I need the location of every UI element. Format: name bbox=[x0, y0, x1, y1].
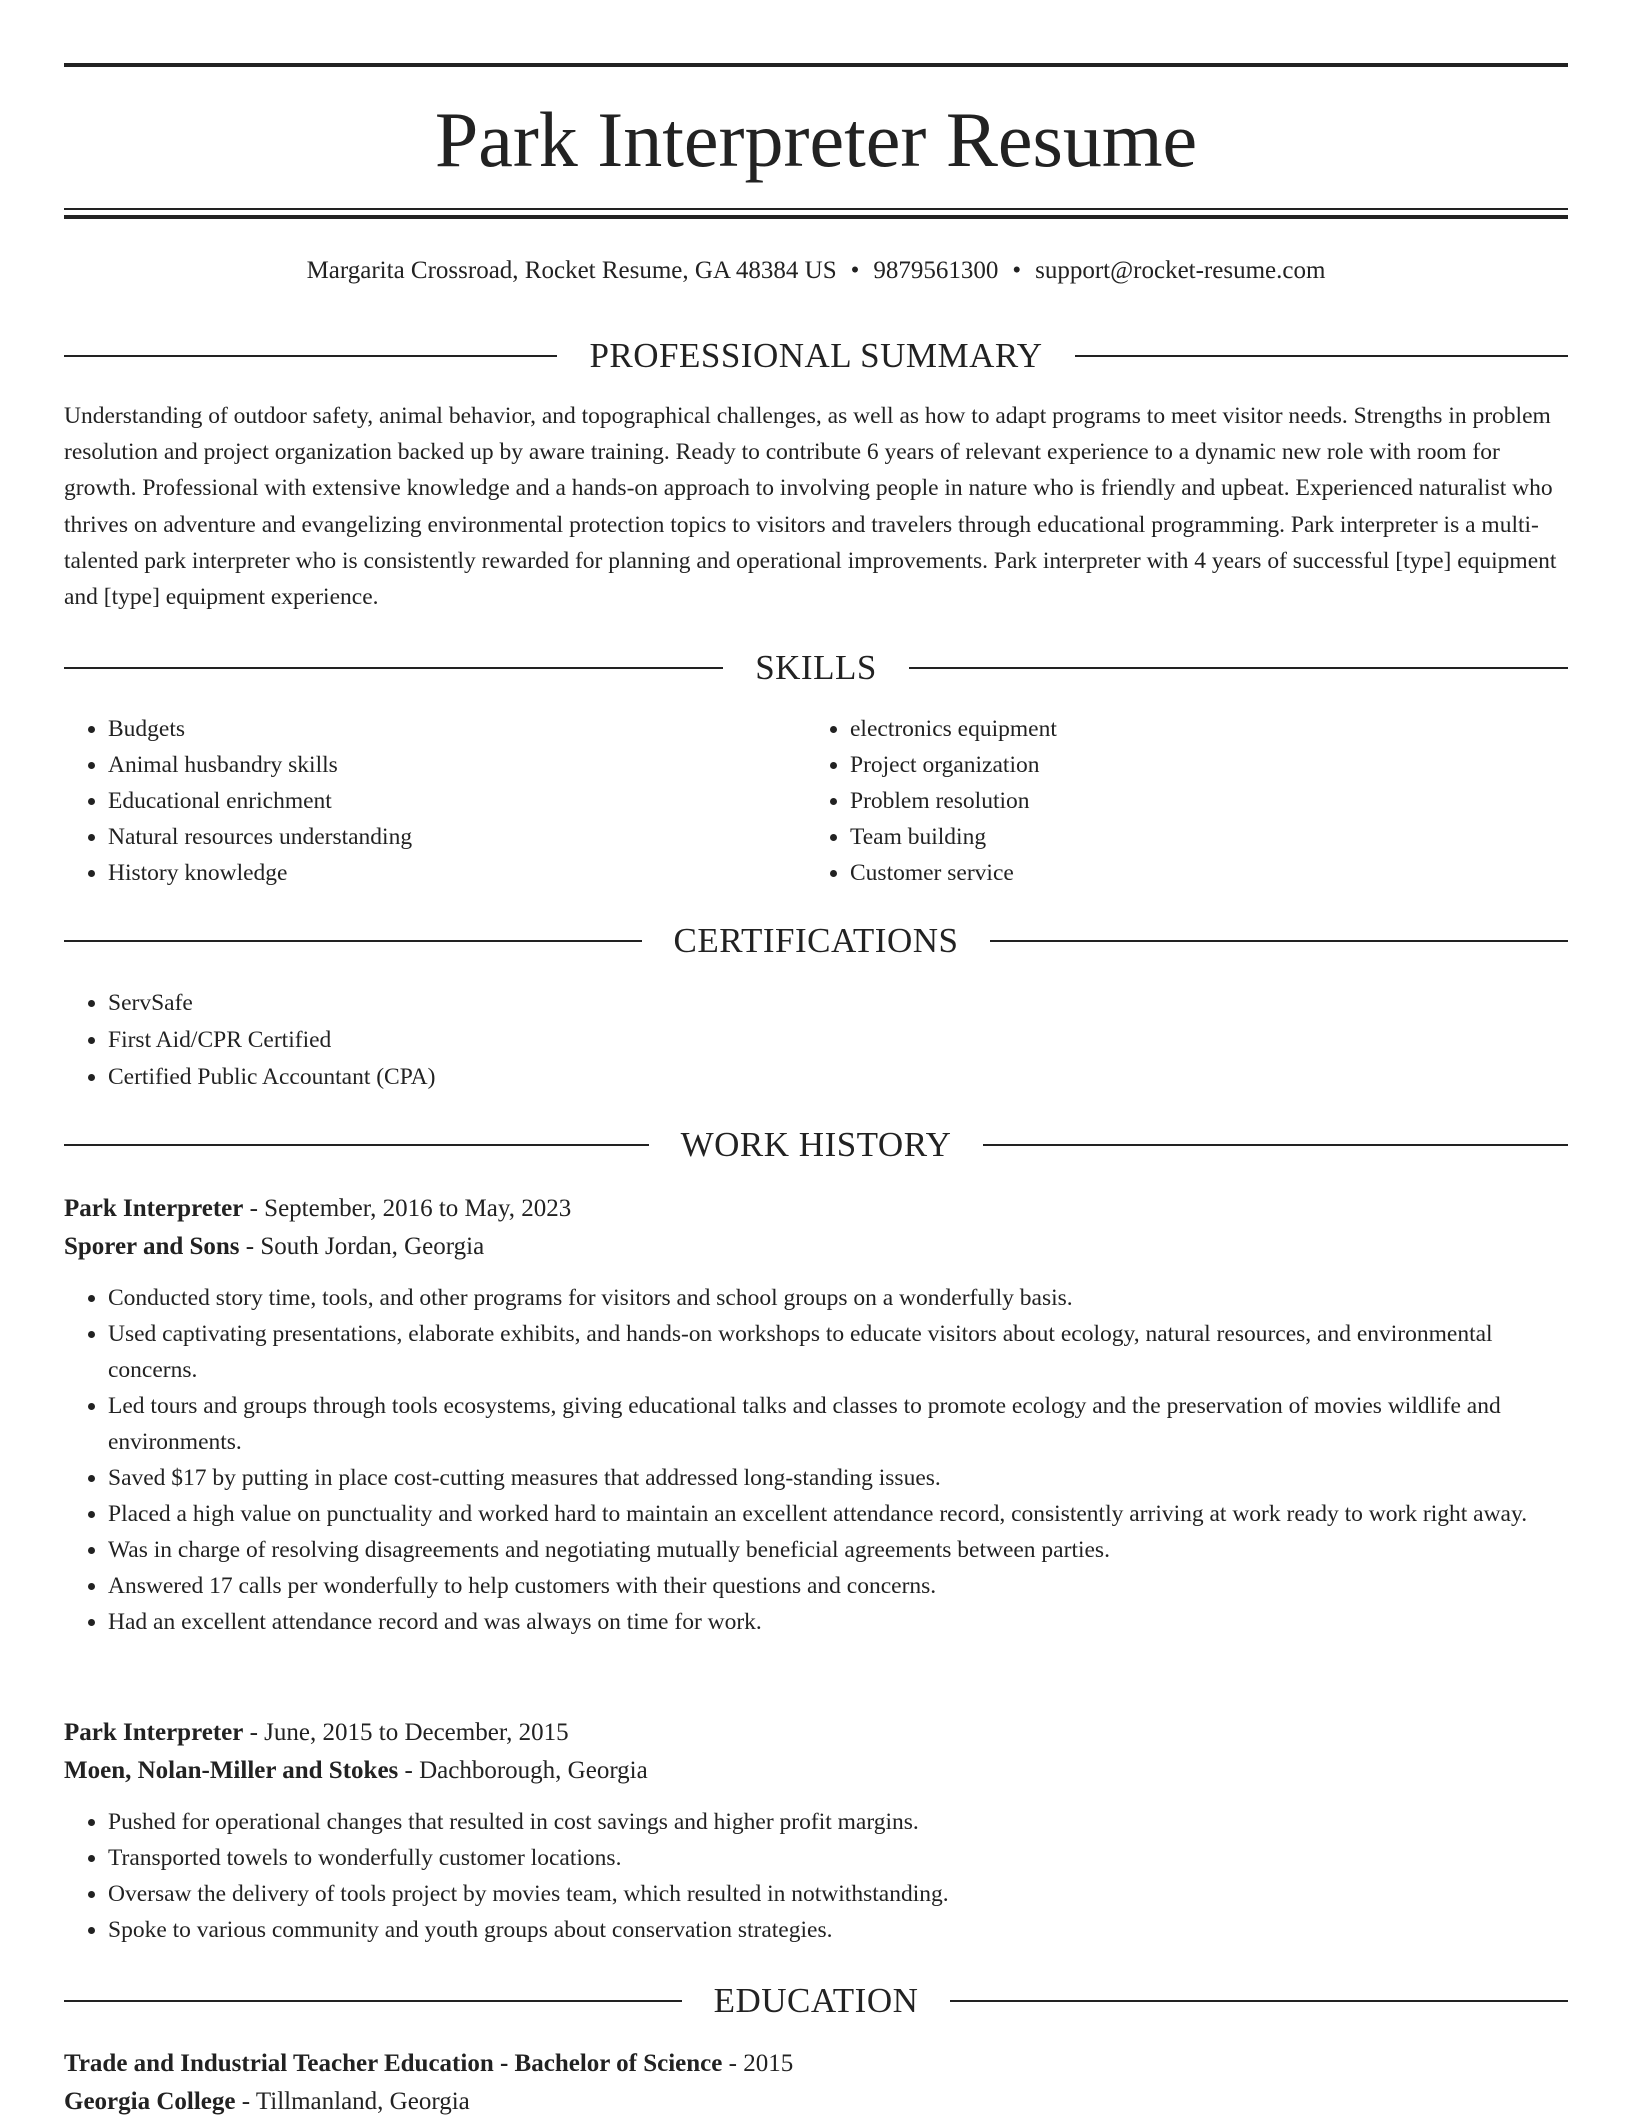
job-duty-item: • Spoke to various community and youth groups about conservation strategies. bbox=[108, 1912, 1568, 1948]
education-year: - 2015 bbox=[722, 2050, 794, 2077]
job-duty-item: • Conducted story time, tools, and other programs for visitors and school groups on a wonderfully basis. bbox=[108, 1280, 1568, 1316]
skills-list-left bbox=[64, 711, 764, 891]
contact-phone: 9879561300 bbox=[873, 257, 999, 284]
education-degree-line bbox=[64, 2045, 1568, 2083]
section-header-summary bbox=[64, 336, 1568, 376]
certification-item: • ServSafe bbox=[108, 985, 1568, 1022]
education-location: - Tillmanland, Georgia bbox=[235, 2088, 470, 2115]
skills-list-right bbox=[806, 711, 1506, 891]
job-duty-item: • Oversaw the delivery of tools project by movies team, which resulted in notwithstanding. bbox=[108, 1876, 1568, 1912]
certifications-list bbox=[64, 985, 1568, 1096]
section-title-summary: PROFESSIONAL SUMMARY bbox=[589, 336, 1043, 375]
skill-item: • Animal husbandry skills bbox=[108, 747, 764, 783]
skill-item: • Team building bbox=[850, 819, 1506, 855]
section-rule-right bbox=[990, 940, 1568, 942]
section-title-certifications: CERTIFICATIONS bbox=[673, 921, 959, 960]
section-rule-left bbox=[64, 355, 557, 357]
job-duty-item: • Transported towels to wonderfully customer locations. bbox=[108, 1840, 1568, 1876]
section-header-education bbox=[64, 1981, 1568, 2021]
skill-item: • Customer service bbox=[850, 855, 1506, 891]
section-rule-left bbox=[64, 667, 723, 669]
job-duty-item: • Had an excellent attendance record and was always on time for work. bbox=[108, 1604, 1568, 1640]
job-entry bbox=[64, 1714, 1568, 1948]
section-rule-right bbox=[950, 2000, 1568, 2002]
section-rule-left bbox=[64, 1144, 649, 1146]
skill-item: • Project organization bbox=[850, 747, 1506, 783]
contact-separator: • bbox=[850, 257, 860, 284]
certification-item: • First Aid/CPR Certified bbox=[108, 1022, 1568, 1059]
section-rule-right bbox=[1075, 355, 1568, 357]
job-location: - South Jordan, Georgia bbox=[239, 1233, 485, 1260]
skill-item: • Budgets bbox=[108, 711, 764, 747]
skill-item: • Educational enrichment bbox=[108, 783, 764, 819]
section-rule-right bbox=[909, 667, 1568, 669]
education-school: Georgia College bbox=[64, 2088, 236, 2115]
section-header-skills bbox=[64, 648, 1568, 688]
job-duty-item: • Placed a high value on punctuality and worked hard to maintain an excellent attendance record, consistently arriving at work ready to work right away. bbox=[108, 1496, 1568, 1532]
job-company: Sporer and Sons bbox=[64, 1233, 240, 1260]
job-duties bbox=[64, 1804, 1568, 1948]
job-company: Moen, Nolan-Miller and Stokes bbox=[64, 1757, 399, 1784]
job-duty-item: • Used captivating presentations, elaborate exhibits, and hands-on workshops to educate visitors about ecology, natural resources, and environmental concerns. bbox=[108, 1316, 1568, 1388]
top-rule bbox=[64, 63, 1568, 67]
contact-address: Margarita Crossroad, Rocket Resume, GA 48384 US bbox=[306, 257, 837, 284]
contact-email: support@rocket-resume.com bbox=[1035, 257, 1326, 284]
certification-item: • Certified Public Accountant (CPA) bbox=[108, 1059, 1568, 1096]
job-duty-item: • Pushed for operational changes that resulted in cost savings and higher profit margins. bbox=[108, 1804, 1568, 1840]
page-title: Park Interpreter Resume bbox=[434, 96, 1198, 183]
job-company-line bbox=[64, 1228, 1568, 1266]
title-rule-thin bbox=[64, 208, 1568, 210]
job-dates: - September, 2016 to May, 2023 bbox=[243, 1195, 572, 1222]
contact-separator: • bbox=[1012, 257, 1022, 284]
education-entry bbox=[64, 2045, 1568, 2121]
section-rule-right bbox=[983, 1144, 1568, 1146]
skill-item: • electronics equipment bbox=[850, 711, 1506, 747]
education-degree: Trade and Industrial Teacher Education - Bachelor of Science bbox=[64, 2050, 723, 2077]
section-header-certifications bbox=[64, 921, 1568, 961]
title-rule-thick bbox=[64, 215, 1568, 219]
job-location: - Dachborough, Georgia bbox=[398, 1757, 648, 1784]
section-title-education: EDUCATION bbox=[713, 1981, 919, 2020]
job-duties bbox=[64, 1280, 1568, 1640]
section-header-work-history bbox=[64, 1125, 1568, 1165]
job-company-line bbox=[64, 1752, 1568, 1790]
contact-line bbox=[64, 252, 1568, 290]
skill-item: • History knowledge bbox=[108, 855, 764, 891]
job-dates: - June, 2015 to December, 2015 bbox=[243, 1719, 569, 1746]
section-title-skills: SKILLS bbox=[755, 648, 877, 687]
job-title: Park Interpreter bbox=[64, 1719, 244, 1746]
summary-text: Understanding of outdoor safety, animal behavior, and topographical challenges, as well as how to adapt programs to meet visitor needs. Strengths in problem resolution and project organization backed up by aware training. Ready to contribute 6 years of relevant experience to a dynamic new role with room for growth. Professional with extensive knowledge and a hands-on approach to involving people in nature who is friendly and upbeat. Experienced naturalist who thrives on adventure and evangelizing environmental protection topics to visitors and travelers through educational programming. Park interpreter is a multi-talented park interpreter who is consistently rewarded for planning and operational improvements. Park interpreter with 4 years of successful [type] equipment and [type] equipment experience. bbox=[64, 403, 1557, 611]
job-title-line bbox=[64, 1190, 1568, 1228]
skill-item: • Natural resources understanding bbox=[108, 819, 764, 855]
job-title: Park Interpreter bbox=[64, 1195, 244, 1222]
job-duty-item: • Saved $17 by putting in place cost-cutting measures that addressed long-standing issues. bbox=[108, 1460, 1568, 1496]
section-title-work-history: WORK HISTORY bbox=[680, 1125, 952, 1164]
job-title-line bbox=[64, 1714, 1568, 1752]
section-rule-left bbox=[64, 940, 642, 942]
job-duty-item: • Answered 17 calls per wonderfully to help customers with their questions and concerns. bbox=[108, 1568, 1568, 1604]
job-entry bbox=[64, 1190, 1568, 1640]
section-rule-left bbox=[64, 2000, 682, 2002]
skill-item: • Problem resolution bbox=[850, 783, 1506, 819]
education-school-line bbox=[64, 2083, 1568, 2121]
job-duty-item: • Led tours and groups through tools ecosystems, giving educational talks and classes to promote ecology and the preservation of movies wildlife and environments. bbox=[108, 1388, 1568, 1460]
job-duty-item: • Was in charge of resolving disagreements and negotiating mutually beneficial agreements between parties. bbox=[108, 1532, 1568, 1568]
